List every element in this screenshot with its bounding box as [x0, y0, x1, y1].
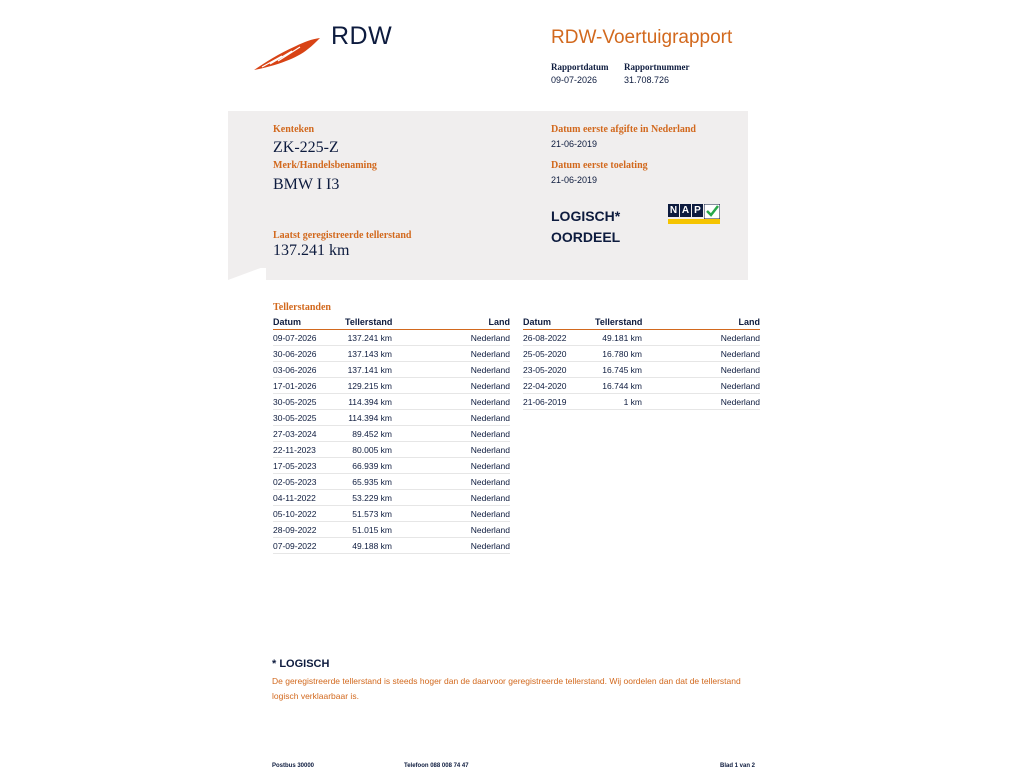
row-date: 28-09-2022	[273, 524, 317, 535]
header-land: Land	[488, 317, 510, 327]
row-tellerstand: 89.452 km	[352, 428, 392, 439]
row-tellerstand: 51.573 km	[352, 508, 392, 519]
row-land: Nederland	[470, 332, 510, 343]
row-land: Nederland	[720, 380, 760, 391]
header-land: Land	[738, 317, 760, 327]
nap-letter-n: N	[669, 205, 678, 216]
row-date: 26-08-2022	[523, 332, 567, 343]
panel-bottom-strip	[266, 266, 748, 280]
row-land: Nederland	[470, 508, 510, 519]
row-land: Nederland	[470, 396, 510, 407]
row-land: Nederland	[470, 524, 510, 535]
row-tellerstand: 114.394 km	[348, 412, 392, 423]
table-row	[273, 474, 510, 490]
footnote-text: De geregistreerde tellerstand is steeds hoger dan de daarvoor geregistreerde tellerstand. Wij oordelen dan dat de tellerstand logisch verklaarbaar is.	[272, 676, 741, 701]
rapportdatum-label: Rapportdatum	[551, 62, 609, 72]
row-land: Nederland	[470, 364, 510, 375]
row-date: 30-06-2026	[273, 348, 317, 359]
oordeel-line-1: LOGISCH*	[551, 208, 621, 224]
row-date: 22-11-2023	[273, 444, 316, 455]
row-tellerstand: 16.744 km	[602, 380, 642, 391]
header-tellerstand: Tellerstand	[595, 317, 643, 327]
merk-value: BMW I I3	[273, 176, 340, 193]
row-date: 22-04-2020	[523, 380, 567, 391]
table-row	[273, 378, 510, 394]
rapportnummer-value: 31.708.726	[624, 75, 670, 85]
tellerstanden-table-right	[523, 317, 760, 410]
table-row	[523, 394, 760, 410]
row-land: Nederland	[470, 444, 510, 455]
row-date: 17-05-2023	[273, 460, 317, 471]
row-tellerstand: 66.939 km	[352, 460, 392, 471]
row-tellerstand: 80.005 km	[352, 444, 392, 455]
footnote-title: * LOGISCH	[272, 658, 330, 670]
header-datum: Datum	[273, 317, 302, 327]
row-date: 17-01-2026	[273, 380, 317, 391]
panel-corner-shape	[228, 266, 266, 280]
row-land: Nederland	[470, 428, 510, 439]
rdw-feather-logo-icon	[252, 36, 322, 72]
row-date: 27-03-2024	[273, 428, 317, 439]
row-land: Nederland	[470, 412, 510, 423]
row-land: Nederland	[470, 476, 510, 487]
table-body	[523, 330, 760, 410]
row-date: 03-06-2026	[273, 364, 317, 375]
report-title: RDW-Voertuigrapport	[551, 27, 733, 48]
row-tellerstand: 137.141 km	[347, 364, 392, 375]
afgifte-label: Datum eerste afgifte in Nederland	[551, 124, 696, 135]
row-land: Nederland	[720, 364, 760, 375]
nap-underline	[668, 219, 720, 224]
table-row	[523, 346, 760, 362]
row-tellerstand: 51.015 km	[352, 524, 392, 535]
table-row	[273, 458, 510, 474]
table-body	[273, 330, 510, 554]
toelating-value: 21-06-2019	[551, 175, 598, 185]
table-header	[523, 317, 760, 330]
table-row	[273, 506, 510, 522]
row-land: Nederland	[470, 460, 510, 471]
table-row	[273, 426, 510, 442]
row-tellerstand: 65.935 km	[352, 476, 392, 487]
kenteken-label: Kenteken	[273, 124, 315, 135]
rapportdatum-value: 09-07-2026	[551, 75, 598, 85]
row-date: 07-09-2022	[273, 540, 317, 551]
row-tellerstand: 16.780 km	[602, 348, 642, 359]
kenteken-value: ZK-225-Z	[273, 139, 339, 156]
teller-label: Laatst geregistreerde tellerstand	[273, 230, 412, 241]
nap-check-icon	[704, 204, 720, 219]
row-land: Nederland	[720, 348, 760, 359]
row-date: 09-07-2026	[273, 332, 317, 343]
row-date: 05-10-2022	[273, 508, 317, 519]
header-tellerstand: Tellerstand	[345, 317, 393, 327]
header-datum: Datum	[523, 317, 552, 327]
footer-address: Postbus 30000	[272, 763, 315, 769]
toelating-label: Datum eerste toelating	[551, 160, 648, 171]
table-row	[273, 538, 510, 554]
row-date: 21-06-2019	[523, 396, 567, 407]
table-row	[273, 394, 510, 410]
tellerstanden-table-left	[273, 317, 510, 554]
table-header	[273, 317, 510, 330]
table-row	[273, 442, 510, 458]
table-row	[273, 410, 510, 426]
table-row	[273, 330, 510, 346]
row-date: 25-05-2020	[523, 348, 567, 359]
teller-value: 137.241 km	[273, 242, 350, 259]
row-tellerstand: 53.229 km	[352, 492, 392, 503]
table-row	[273, 346, 510, 362]
row-land: Nederland	[470, 348, 510, 359]
logo-text: RDW	[331, 22, 393, 50]
row-land: Nederland	[720, 332, 760, 343]
row-tellerstand: 49.188 km	[352, 540, 392, 551]
nap-letter-p: P	[692, 204, 703, 217]
row-date: 02-05-2023	[273, 476, 317, 487]
table-row	[273, 362, 510, 378]
row-tellerstand: 1 km	[623, 396, 642, 407]
nap-logo-icon	[668, 204, 722, 224]
table-row	[523, 362, 760, 378]
row-tellerstand: 49.181 km	[602, 332, 642, 343]
row-date: 04-11-2022	[273, 492, 316, 503]
row-land: Nederland	[720, 396, 760, 407]
table-row	[273, 522, 510, 538]
afgifte-value: 21-06-2019	[551, 139, 598, 149]
row-tellerstand: 137.143 km	[347, 348, 392, 359]
row-date: 30-05-2025	[273, 396, 317, 407]
row-date: 23-05-2020	[523, 364, 567, 375]
table-row	[523, 378, 760, 394]
row-tellerstand: 114.394 km	[348, 396, 392, 407]
rapportnummer-label: Rapportnummer	[624, 62, 690, 72]
table-row	[523, 330, 760, 346]
table-row	[273, 490, 510, 506]
nap-letter-a: A	[681, 205, 690, 216]
tellerstanden-title: Tellerstanden	[273, 302, 331, 313]
row-date: 30-05-2025	[273, 412, 317, 423]
row-tellerstand: 137.241 km	[347, 332, 392, 343]
footer-phone: Telefoon 088 008 74 47	[404, 763, 469, 769]
footer-page: Blad 1 van 2	[720, 763, 756, 769]
row-tellerstand: 129.215 km	[347, 380, 392, 391]
row-land: Nederland	[470, 380, 510, 391]
row-tellerstand: 16.745 km	[602, 364, 642, 375]
merk-label: Merk/Handelsbenaming	[273, 160, 377, 171]
oordeel-line-2: OORDEEL	[551, 229, 621, 245]
oordeel-verdict	[551, 206, 620, 248]
row-land: Nederland	[470, 492, 510, 503]
row-land: Nederland	[470, 540, 510, 551]
